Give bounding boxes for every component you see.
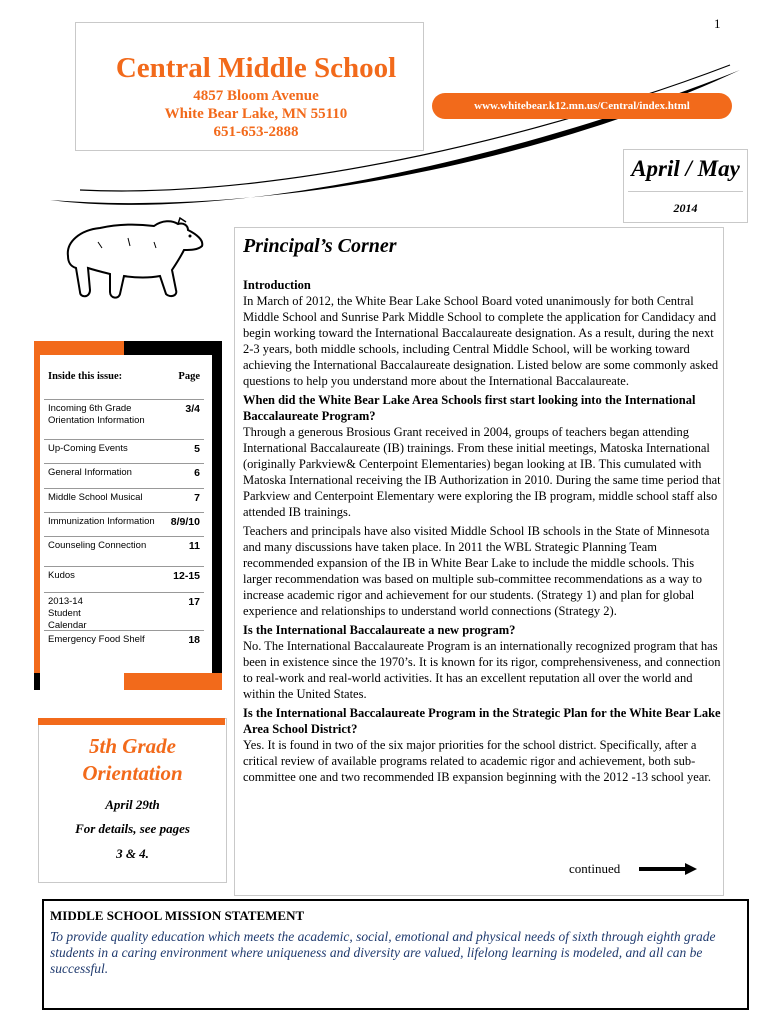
table-of-contents (40, 355, 212, 673)
sidebar-frame-top-orange (34, 341, 124, 355)
mission-title: MIDDLE SCHOOL MISSION STATEMENT (50, 908, 305, 923)
toc-item-label: Counseling Connection (48, 540, 147, 551)
masthead-box (75, 22, 424, 151)
website-link[interactable]: www.whitebear.k12.mn.us/Central/index.html (432, 93, 732, 119)
toc-item-page: 8/9/10 (170, 516, 200, 528)
toc-item[interactable] (44, 630, 204, 648)
answer-1: Through a generous Brosious Grant received in 2004, groups of teachers began attending International Baccalaureate (IB) trainings. From these initial meetings, Matoska International (originally Parkview& Centerpoint Elementaries) began looking at IB. This cumulated with Matoska International receiving the IB Authorization in 2010. During the same time period that Parkview and Centerpoint Elementary were exploring the IB program, middle school staff also attended IB trainings. (243, 425, 721, 519)
arrow-right-icon (639, 862, 699, 876)
intro-paragraph: In March of 2012, the White Bear Lake School Board voted unanimously for both Central Middle School and Sunrise Park Middle School to complete the application for Candidacy and begin working toward the International Baccalaureate designation. As a result, during the next 2-3 years, both middle schools, including Central Middle School, will be working toward achieving the International Baccalaureate designation. Listed below are some commonly asked questions to help you understand more about the International Baccalaureate. (243, 294, 719, 388)
toc-item[interactable] (44, 399, 204, 429)
orientation-box (38, 718, 227, 883)
issue-months: April / May (631, 156, 740, 181)
principals-corner (234, 227, 724, 896)
toc-item-page: 18 (188, 634, 200, 646)
sidebar-frame-bottom (124, 673, 222, 690)
toc-item-page: 6 (194, 467, 200, 479)
orientation-title-line2: Orientation (82, 761, 183, 785)
orientation-details: For details, see pages (75, 821, 190, 836)
toc-item[interactable] (44, 536, 204, 554)
toc-item-page: 11 (188, 540, 200, 552)
toc-item-page: 3/4 (185, 403, 200, 415)
phone: 651-653-2888 (213, 124, 299, 140)
toc-item-label: Incoming 6th Grade Orientation Information (48, 403, 145, 426)
answer-3: Yes. It is found in two of the six major priorities for the school district. Specifically, after a critical review of available programs related to academic rigor and achievement, both sub-committee one and two recommended IB expansion beginning with the 2012 -13 school year. (243, 738, 711, 784)
toc-item-page: 12-15 (173, 570, 200, 582)
toc-item-page: 7 (194, 492, 200, 504)
toc-item-label: Immunization Information (48, 516, 155, 527)
principal-article (243, 277, 723, 788)
toc-item-label: 2013-14 Student Calendar (48, 596, 87, 631)
toc-header (48, 371, 204, 382)
question-3: Is the International Baccalaureate Program in the Strategic Plan for the White Bear Lake Area School District? (243, 706, 721, 736)
principal-title: Principal’s Corner (243, 235, 397, 257)
bear-illustration (58, 212, 208, 304)
toc-item-label: Middle School Musical (48, 492, 143, 503)
orientation-accent-stripe (38, 718, 225, 725)
question-2: Is the International Baccalaureate a new program? (243, 623, 516, 637)
issue-date-box (623, 149, 748, 223)
orientation-pages: 3 & 4. (116, 846, 149, 861)
orientation-date: April 29th (105, 797, 160, 812)
intro-heading: Introduction (243, 278, 311, 292)
school-name: Central Middle School (115, 52, 397, 84)
toc-item-label: Kudos (48, 570, 75, 581)
issue-year: 2014 (673, 201, 698, 215)
toc-page-heading: Page (178, 371, 200, 382)
toc-item[interactable] (44, 592, 204, 634)
toc-heading: Inside this issue: (48, 371, 123, 382)
toc-item[interactable] (44, 463, 204, 481)
toc-item[interactable] (44, 439, 204, 457)
sidebar-frame-right (212, 355, 222, 690)
toc-item-label: Emergency Food Shelf (48, 634, 145, 645)
question-1: When did the White Bear Lake Area Schools first start looking into the International Baccalaureate Program? (243, 393, 696, 423)
mission-statement-box (42, 899, 749, 1010)
toc-item-page: 5 (194, 443, 200, 455)
toc-item[interactable] (44, 488, 204, 506)
address-line2: White Bear Lake, MN 55110 (164, 106, 348, 122)
address-line1: 4857 Bloom Avenue (193, 88, 319, 104)
mission-text: To provide quality education which meets the academic, social, emotional and physical needs of sixth through eighth grade students in a caring environment where uniqueness and diversity are valued, lifelong learning is modeled, and all can be successful. (50, 929, 716, 976)
toc-item-label: General Information (48, 467, 132, 478)
toc-item-page: 17 (188, 596, 200, 608)
toc-item[interactable] (44, 512, 204, 530)
date-divider (628, 191, 743, 192)
toc-item[interactable] (44, 566, 204, 584)
sidebar-frame-top-black (124, 341, 222, 355)
toc-item-label: Up-Coming Events (48, 443, 128, 454)
page-number: 1 (714, 16, 721, 31)
orientation-title-line1: 5th Grade (89, 734, 176, 758)
answer-1-continued: Teachers and principals have also visited Middle School IB schools in the State of Minnesota and many discussions have taken place. In 2011 the WBL Strategic Planning Team recommended expansion of the IB in White Bear Lake to include the middle schools. This larger recommendation was based on multiple sub-committee recommendations as a way to increase academic rigor and achievement for our students. (Strategy 1) and plan for global experience and relationships to understand world connections (Strategy 2). (243, 524, 710, 618)
answer-2: No. The International Baccalaureate Program is an internationally recognized program that has been in existence since the 1970’s. It is known for its rigor, comprehensiveness, and connection to real-work and real-world activities. It has an excellent reputation all over the world and within the United States. (243, 639, 721, 701)
sidebar-frame-left-bottom (34, 673, 40, 690)
continued-label: continued (569, 861, 621, 876)
